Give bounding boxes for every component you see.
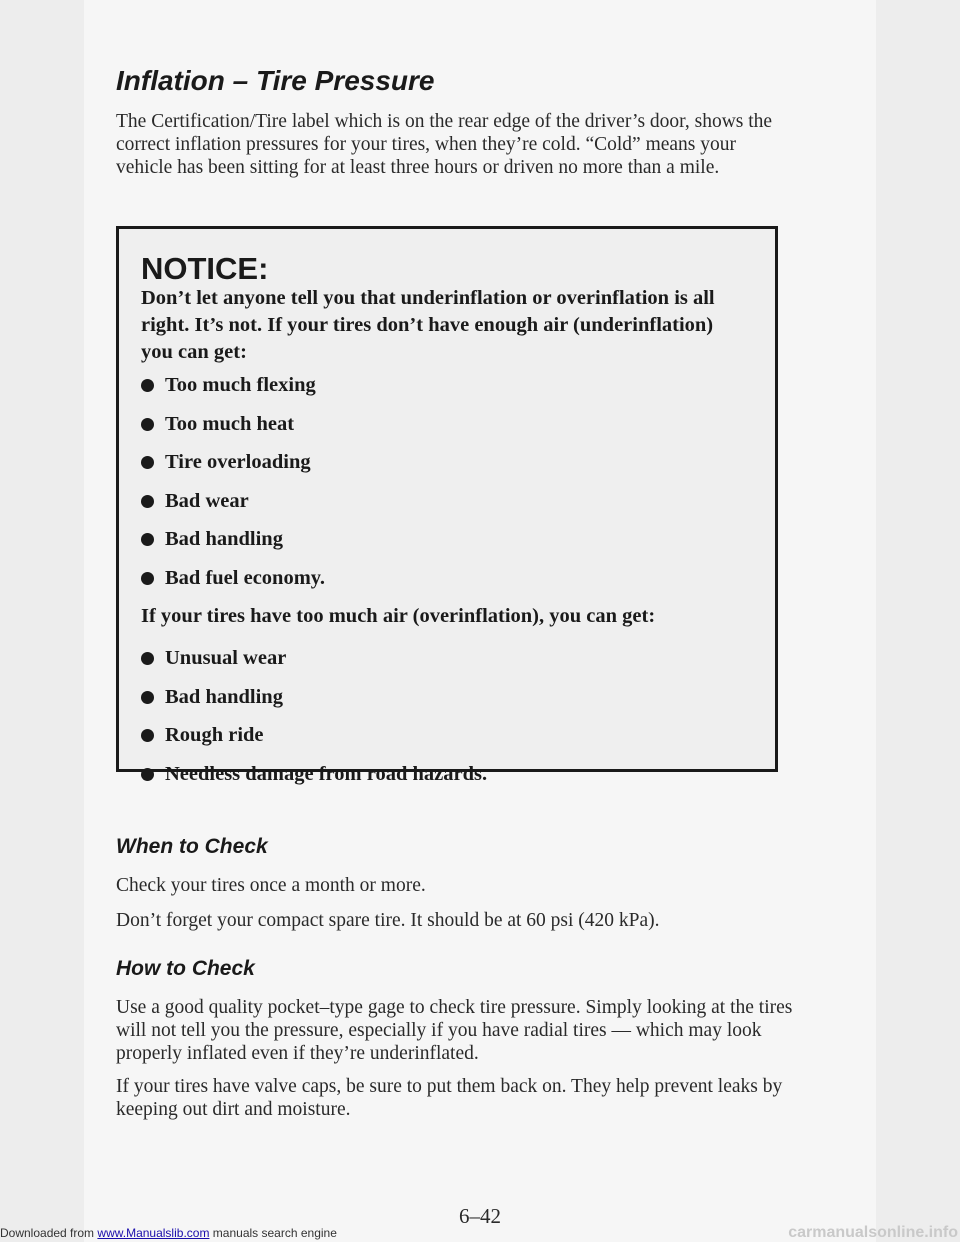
download-footer — [0, 1226, 337, 1240]
list-item-text: Bad handling — [165, 528, 283, 550]
list-item-text: Bad wear — [165, 489, 249, 512]
page-number: 6–42 — [459, 1204, 501, 1228]
how-paragraph-2: If your tires have valve caps, be sure to put them back on. They help prevent leaks by keeping out dirt and moisture. — [116, 1076, 783, 1120]
bullet-icon — [141, 652, 154, 665]
list-item-text: Rough ride — [165, 724, 264, 746]
bullet-icon — [141, 729, 154, 742]
list-item — [129, 443, 325, 482]
list-item-text: Too much heat — [165, 412, 295, 435]
bullet-icon — [141, 495, 154, 508]
underinflation-list — [129, 366, 325, 597]
list-item-text: Unusual wear — [165, 647, 287, 669]
bullet-icon — [141, 418, 154, 431]
bullet-icon — [141, 379, 154, 392]
list-item — [129, 639, 487, 678]
watermark: carmanualsonline.info — [788, 1224, 958, 1241]
list-item — [129, 755, 487, 794]
when-to-check-heading: When to Check — [116, 835, 268, 858]
how-paragraph-1: Use a good quality pocket–type gage to check tire pressure. Simply looking at the tires will not tell you the pressure, especially if you have radial tires — which may look properly inflated even if they’re underinflated. — [116, 997, 793, 1064]
list-item — [129, 716, 487, 755]
notice-intro: Don’t let anyone tell you that underinflation or overinflation is all right. It’s not. If your tires don’t have enough air (underinflation) you can get: — [141, 287, 715, 363]
manualslib-link[interactable]: www.Manualslib.com — [97, 1226, 210, 1240]
overinflation-list — [129, 639, 487, 793]
when-paragraph-1: Check your tires once a month or more. — [116, 875, 426, 896]
bullet-icon — [141, 456, 154, 469]
list-item — [129, 559, 325, 598]
bullet-icon — [141, 572, 154, 585]
notice-title: NOTICE: — [141, 251, 269, 286]
list-item-text: Tire overloading — [165, 451, 311, 473]
when-paragraph-2: Don’t forget your compact spare tire. It should be at 60 psi (420 kPa). — [116, 910, 660, 931]
list-item-text: Bad fuel economy. — [165, 566, 326, 589]
bullet-icon — [141, 533, 154, 546]
list-item — [129, 678, 487, 717]
notice-box — [116, 226, 778, 785]
list-item-text: Too much flexing — [165, 374, 316, 396]
list-item — [129, 482, 325, 521]
intro-paragraph: The Certification/Tire label which is on the rear edge of the driver’s door, shows the correct inflation pressures for your tires, when they’re cold. “Cold” means your vehicle has been sitting for at least three hours or driven no more than a mile. — [116, 111, 773, 178]
list-item — [129, 520, 325, 559]
list-item — [129, 366, 325, 405]
how-to-check-heading: How to Check — [116, 957, 255, 980]
list-item-text: Needless damage from road hazards. — [165, 762, 488, 785]
list-item — [129, 405, 325, 444]
footer-prefix: Downloaded from — [0, 1226, 95, 1240]
footer-suffix: manuals search engine — [212, 1226, 337, 1240]
overinflation-intro: If your tires have too much air (overinflation), you can get: — [141, 605, 656, 627]
bullet-icon — [141, 768, 154, 781]
page-title: Inflation – Tire Pressure — [116, 65, 435, 96]
bullet-icon — [141, 691, 154, 704]
list-item-text: Bad handling — [165, 685, 283, 708]
